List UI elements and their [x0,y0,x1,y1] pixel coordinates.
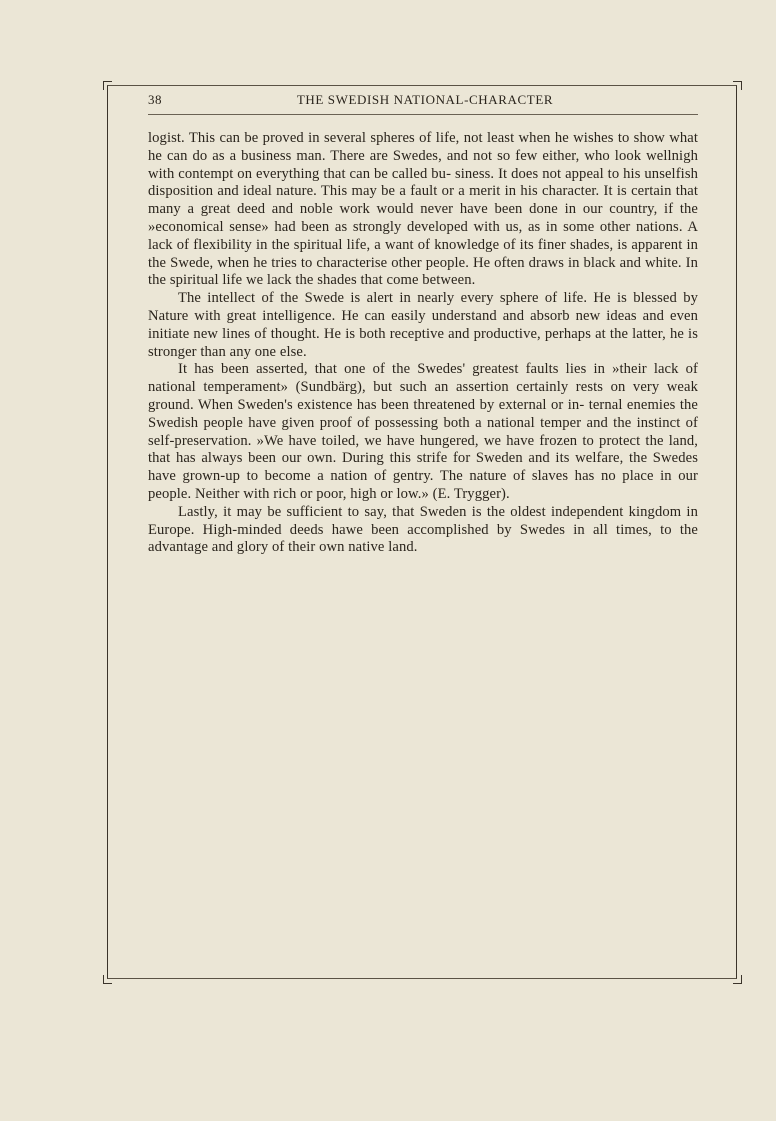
frame-corner-top-right [733,81,742,90]
frame-corner-bottom-left [103,975,112,984]
header-rule [148,114,698,115]
frame-corner-top-left [103,81,112,90]
running-head: THE SWEDISH NATIONAL-CHARACTER [296,92,554,107]
frame-corner-bottom-right [733,975,742,984]
paragraph-4: Lastly, it may be sufficient to say, that Sweden is the oldest independent kingdom in Europe. High-minded deeds hawe been accomplished by Swedes in all times, to the advantage and glory of their own native land. [148,503,698,556]
paragraph-1: logist. This can be proved in several spheres of life, not least when he wishes to show what he can do as a business man. There are Swedes, and not so few either, who look wellnigh with contempt on everything that can be called bu- siness. It does not appeal to his unselfish disposition and ideal nature. This may be a fault or a merit in his character. It is certain that many a great deed and noble work would never have been done in our country, if the »economical sense» had been as strongly developed with us, as in some other nations. A lack of flexibility in the spiritual life, a want of knowledge of its finer shades, is apparent in the Swede, when he tries to characterise other people. He often draws in black and white. In the spiritual life we lack the shades that come between. [148,130,698,289]
paragraph-2: The intellect of the Swede is alert in nearly every sphere of life. He is blessed by Nature with great intelligence. He can easily understand and absorb new ideas and even initiate new lines of thought. He is both receptive and productive, perhaps at the latter, he is stronger than any one else. [148,290,698,360]
paragraph-3: It has been asserted, that one of the Swedes' greatest faults lies in »their lack of national temperament» (Sundbärg), but such an assertion certainly rests on very weak ground. When Sweden's existence has been threatened by external or in- ternal enemies the Swedish people have given proof of possessing both a national temper and the instinct of self-preservation. »We have toiled, we have hungered, we have frozen to protect the land, that has always been our own. During this strife for Sweden and its welfare, the Swedes have grown-up to become a nation of gentry. The nature of slaves has no place in our people. Neither with rich or poor, high or low.» (E. Trygger). [148,361,698,502]
body-text [148,130,698,557]
page-number: 38 [148,92,162,107]
